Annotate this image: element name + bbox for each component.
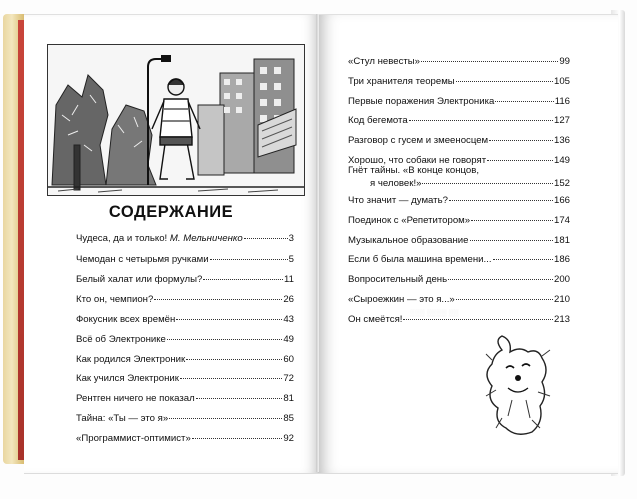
toc-entry-title: Разговор с гусем и змееносцем — [348, 135, 489, 147]
toc-leader-dots — [456, 81, 553, 82]
toc-leader-dots — [487, 160, 553, 161]
toc-row[interactable] — [348, 56, 570, 69]
toc-entry-title: Вопросительный день — [348, 274, 448, 286]
toc-row-multiline[interactable] — [348, 164, 570, 190]
book-spine — [316, 14, 319, 472]
toc-page-number: 85 — [283, 413, 294, 425]
toc-leader-dots — [403, 319, 553, 320]
toc-leader-dots — [422, 183, 553, 184]
toc-leader-dots — [495, 101, 553, 102]
toc-leader-dots — [169, 418, 282, 419]
dog-sketch-icon — [472, 330, 562, 440]
toc-row[interactable] — [76, 354, 294, 367]
toc-row[interactable] — [348, 274, 570, 287]
toc-leader-dots — [449, 200, 553, 201]
toc-leader-dots — [196, 398, 283, 399]
toc-page-number: 181 — [553, 234, 570, 246]
toc-leader-dots — [456, 299, 553, 300]
toc-page-number: 3 — [288, 233, 294, 244]
toc-row[interactable] — [348, 215, 570, 228]
toc-row[interactable] — [348, 195, 570, 208]
toc-row[interactable] — [76, 393, 294, 406]
toc-page-number: 92 — [283, 433, 294, 445]
toc-entry-title: Он смеётся! — [348, 313, 403, 325]
toc-leader-dots — [186, 359, 282, 360]
toc-leader-dots — [493, 259, 553, 260]
toc-page-number: 60 — [283, 353, 294, 365]
toc-leader-dots — [192, 438, 283, 439]
toc-leader-dots — [180, 378, 282, 379]
toc-page-number: 49 — [283, 333, 294, 345]
toc-entry-title: «Программист-оптимист» — [76, 433, 191, 445]
toc-leader-dots — [210, 259, 288, 260]
toc-intro-author: М. Мельниченко — [169, 233, 243, 244]
toc-intro-row[interactable] — [76, 233, 294, 246]
illustration-drawing — [48, 45, 304, 195]
toc-entry-title: Хорошо, что собаки не говорят — [348, 155, 487, 166]
toc-leader-dots — [409, 120, 553, 121]
toc-row[interactable] — [76, 373, 294, 386]
toc-entry-title: «Сыроежкин — это я...» — [348, 294, 455, 305]
toc-entry-title: Если б была машина времени... — [348, 254, 492, 266]
toc-entry-title: Первые поражения Электроника — [348, 95, 495, 107]
toc-page-number: 99 — [559, 56, 570, 67]
toc-entry-title-line2: я человек!» — [370, 178, 422, 189]
toc-page-number: 200 — [553, 274, 570, 286]
page-title: СОДЕРЖАНИЕ — [108, 203, 234, 221]
toc-page-number: 136 — [553, 135, 570, 147]
toc-page-number: 5 — [288, 254, 294, 265]
toc-row[interactable] — [348, 294, 570, 307]
toc-page-number: 11 — [284, 273, 294, 285]
toc-row[interactable] — [348, 115, 570, 128]
toc-row[interactable] — [76, 254, 294, 267]
toc-entry-title: «Стул невесты» — [348, 56, 420, 67]
toc-row[interactable] — [348, 254, 570, 267]
toc-entry-title: Код бегемота — [348, 115, 408, 127]
toc-entry-title: Как учился Электроник — [76, 373, 179, 385]
toc-row[interactable] — [76, 413, 294, 426]
toc-page-number: 166 — [553, 195, 570, 206]
bleed-through-marks: ▒▒▒ ▒▒▒▒ ▒▒ — [410, 310, 459, 317]
toc-entry-title: Как родился Электроник — [76, 353, 186, 365]
toc-leader-dots — [176, 319, 282, 320]
toc-entry-title: Музыкальное образование — [348, 234, 469, 246]
toc-page-number: 105 — [553, 75, 570, 87]
toc-page-number: 26 — [283, 293, 294, 305]
toc-row[interactable] — [76, 294, 294, 307]
toc-entry-title-line1: Гнёт тайны. «В конце концов, — [348, 165, 480, 176]
toc-row[interactable] — [76, 334, 294, 347]
toc-row[interactable] — [348, 76, 570, 89]
toc-entry-title: Тайна: «Ты — это я» — [76, 413, 169, 425]
toc-page-number: 174 — [553, 214, 570, 226]
toc-row[interactable] — [348, 135, 570, 148]
toc-row[interactable] — [76, 274, 294, 287]
toc-leader-dots — [244, 238, 288, 239]
toc-leader-dots — [203, 279, 283, 280]
toc-page-number: 210 — [553, 294, 570, 305]
toc-leader-dots — [471, 220, 553, 221]
toc-leader-dots — [167, 339, 282, 340]
toc-row[interactable] — [76, 314, 294, 327]
toc-page-number: 43 — [283, 313, 294, 325]
toc-entry-title: Поединок с «Репетитором» — [348, 214, 471, 226]
toc-entry-title: Рентген ничего не показал — [76, 393, 195, 405]
toc-entry-title: Белый халат или формулы? — [76, 273, 203, 285]
toc-page-number: 72 — [283, 373, 294, 385]
toc-leader-dots — [489, 140, 553, 141]
toc-entry-title: Что значит — думать? — [348, 195, 448, 206]
toc-entry-title: Всё об Электронике — [76, 333, 166, 345]
street-illustration — [47, 44, 305, 196]
toc-row[interactable] — [348, 96, 570, 109]
toc-row[interactable] — [76, 433, 294, 446]
toc-entry-title — [76, 233, 243, 244]
toc-leader-dots — [154, 299, 282, 300]
toc-intro-title: Чудеса, да и только! — [76, 233, 170, 244]
toc-entry-title: Чемодан с четырьмя ручками — [76, 254, 209, 265]
toc-entry-title: Фокусник всех времён — [76, 313, 176, 325]
toc-page-number: 81 — [283, 393, 294, 405]
toc-page-number: 186 — [553, 254, 570, 266]
toc-row[interactable] — [348, 314, 570, 327]
toc-row[interactable] — [348, 235, 570, 248]
toc-page-number: 213 — [553, 313, 570, 325]
toc-leader-dots — [470, 240, 553, 241]
toc-entry-title: Кто он, чемпион? — [76, 293, 154, 305]
toc-leader-dots — [421, 61, 558, 62]
toc-page-number: 152 — [553, 178, 570, 189]
toc-entry-title: Три хранителя теоремы — [348, 75, 455, 87]
toc-page-number: 116 — [554, 95, 570, 107]
toc-page-number: 149 — [553, 155, 570, 166]
toc-leader-dots — [448, 279, 553, 280]
toc-page-number: 127 — [553, 115, 570, 127]
